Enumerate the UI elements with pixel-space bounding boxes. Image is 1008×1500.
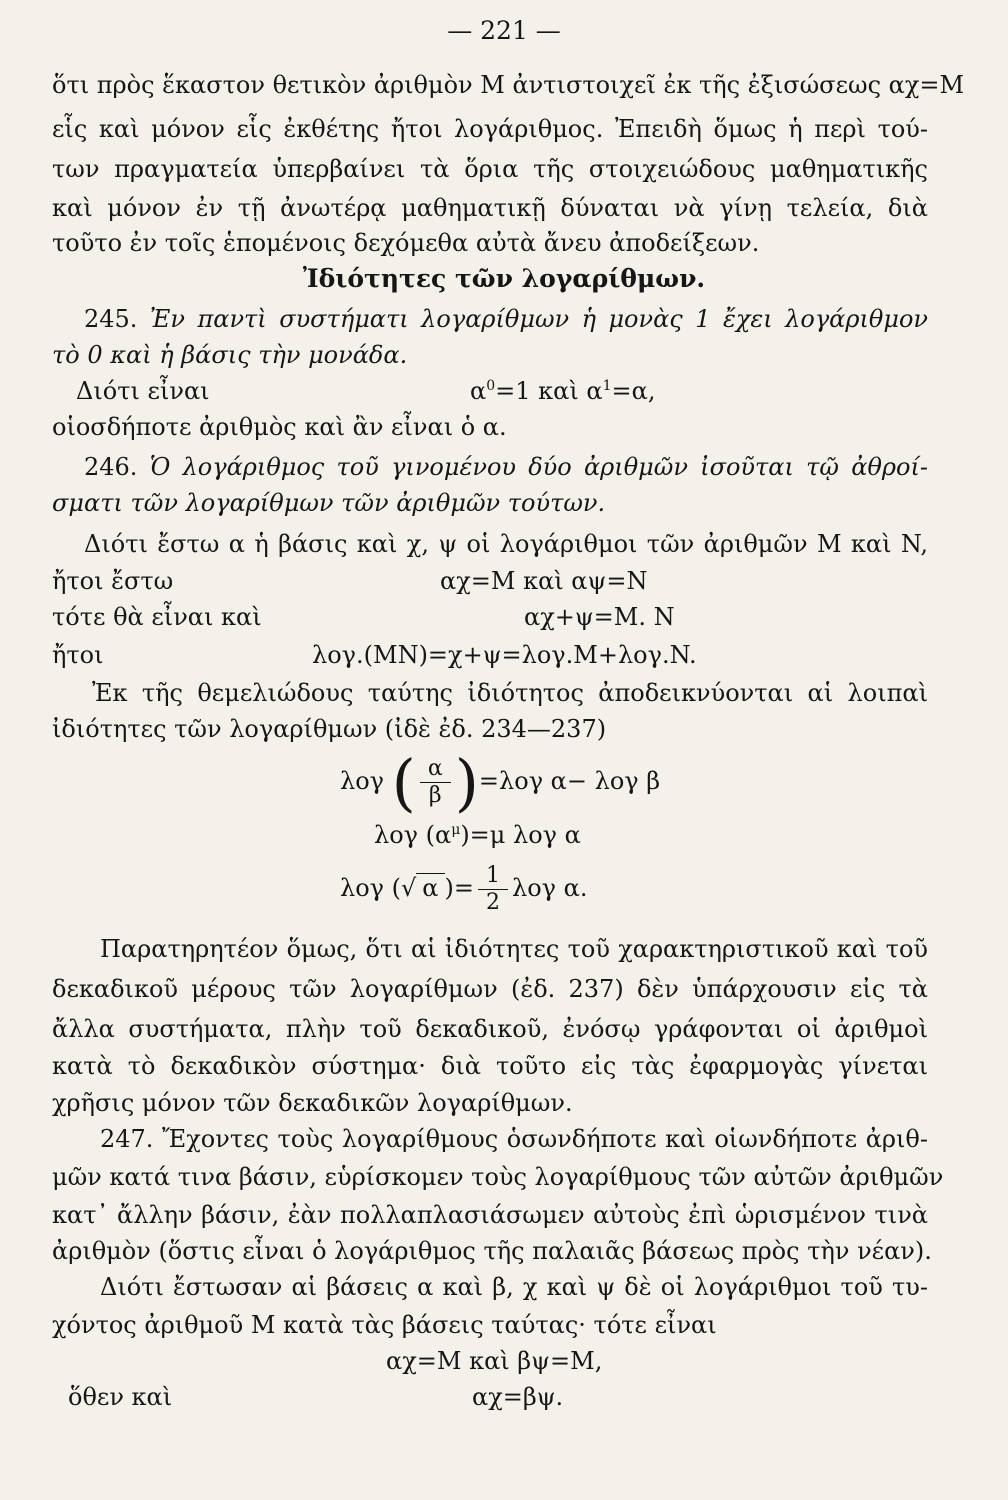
f3-denominator: 2 (486, 890, 500, 915)
s245-eq-mid: =1 καὶ α (495, 377, 603, 405)
s245-line-4: οἱοσδήποτε ἀριθμὸς καὶ ἂν εἶναι ὁ α. (52, 413, 507, 441)
s246-line-3: Διότι ἔστω α ἡ βάσις καὶ χ, ψ οἱ λογάριθμοι τῶν ἀριθμῶν M καὶ N, (84, 530, 928, 558)
intro-line-3: των πραγματεία ὑπερβαίνει τὰ ὅρια τῆς στοιχειώδους μαθηματικῆς (52, 155, 928, 183)
s246-number: 246. (84, 453, 138, 481)
s245-line-2: τὸ 0 καὶ ἡ βάσις τὴν μονάδα. (52, 341, 408, 369)
f1-log: λογ (340, 767, 385, 795)
s246-line-8: ἰδιότητες τῶν λογαρίθμων (ἰδὲ ἐδ. 234—237) (52, 715, 607, 743)
s247-line-2: μῶν κατά τινα βάσιν, εὑρίσκομεν τοὺς λογαρίθμους τῶν αὐτῶν ἀριθμῶν (52, 1163, 944, 1191)
f3-fraction (478, 863, 508, 916)
remark-line-5: χρῆσις μόνον τῶν δεκαδικῶν λογαρίθμων. (52, 1089, 573, 1117)
s245-statement: Ἐν παντὶ συστήματι λογαρίθμων ἡ μονὰς 1 ἔχει λογάριθμον (149, 305, 928, 333)
s247-line-6: χόντος ἀριθμοῦ M κατὰ τὰς βάσεις ταύτας· τότε εἶναι (52, 1311, 717, 1339)
page-number: — 221 — (447, 16, 561, 45)
f2-lhs: λογ (α (374, 821, 452, 849)
formula-log-root (340, 856, 587, 920)
f3-close: )= (444, 874, 474, 902)
s247-line-8b: αχ=βψ. (472, 1383, 564, 1411)
section-heading: Ἰδιότητες τῶν λογαρίθμων. (302, 264, 706, 293)
s245-eq-exp0: 0 (486, 378, 496, 394)
remark-line-4: κατὰ τὸ δεκαδικὸν σύστημα· διὰ τοῦτο εἰς τὰς ἐφαρμογὰς γίνεται (52, 1052, 928, 1080)
s247-line-4: ἀριθμὸν (ὅστις εἶναι ὁ λογάριθμος τῆς παλαιᾶς βάσεως πρὸς τὴν νέαν). (52, 1237, 932, 1265)
f3-numerator: 1 (478, 863, 508, 890)
s246-line-4b: αχ=M καὶ αψ=N (440, 567, 648, 595)
f1-rhs: =λογ α− λογ β (478, 767, 661, 795)
intro-line-5: τοῦτο ἐν τοῖς ἑπομένοις δεχόμεθα αὐτὰ ἄνευ ἀποδείξεων. (52, 229, 760, 257)
s246-line-1 (84, 450, 928, 484)
f2-rhs: )=μ λογ α (460, 821, 581, 849)
f1-fraction (420, 756, 451, 809)
remark-line-3: ἄλλα συστήματα, πλὴν τοῦ δεκαδικοῦ, ἐνόσῳ γράφονται οἱ ἀριθμοὶ (52, 1015, 928, 1043)
s245-equation (470, 374, 655, 408)
formula-log-quotient (340, 745, 661, 819)
s245-line-1 (84, 302, 928, 336)
f3-radicand: α (416, 873, 444, 902)
s247-line-7: αχ=M καὶ βψ=M, (386, 1347, 603, 1375)
s246-line-7: Ἐκ τῆς θεμελιώδους ταύτης ἰδιότητος ἀποδεικνύονται αἱ λοιπαὶ (92, 679, 928, 707)
f3-lhs: λογ (√ (340, 874, 417, 902)
f1-numerator: α (420, 756, 451, 783)
s246-line-2: σματι τῶν λογαρίθμων τῶν ἀριθμῶν τούτων. (52, 489, 606, 517)
s245-eq-base: α (470, 377, 487, 405)
f2-exp: μ (451, 822, 461, 838)
s246-line-6a: ἤτοι (52, 641, 104, 669)
s245-eq-end: =α, (611, 377, 656, 405)
s245-eq-exp1: 1 (602, 378, 612, 394)
intro-line-1: ὅτι πρὸς ἕκαστον θετικὸν ἀριθμὸν M ἀντιστοιχεῖ ἐκ τῆς ἐξισώσεως αχ=M (52, 71, 965, 99)
s246-line-5a: τότε θὰ εἶναι καὶ (52, 603, 262, 631)
s245-number: 245. (84, 305, 138, 333)
s246-line-5b: αχ+ψ=M. N (524, 603, 675, 631)
intro-line-2: εἷς καὶ μόνον εἷς ἐκθέτης ἤτοι λογάριθμος. Ἐπειδὴ ὅμως ἡ περὶ τού- (52, 115, 928, 143)
intro-line-4: καὶ μόνον ἐν τῇ ἀνωτέρᾳ μαθηματικῇ δύναται νὰ γίνῃ τελεία, διὰ (52, 194, 928, 222)
s247-line-5: Διότι ἔστωσαν αἱ βάσεις α καὶ β, χ καὶ ψ δὲ οἱ λογάριθμοι τοῦ τυ- (100, 1273, 928, 1301)
remark-line-1: Παρατηρητέον ὅμως, ὅτι αἱ ἰδιότητες τοῦ χαρακτηριστικοῦ καὶ τοῦ (100, 935, 928, 963)
f1-open-paren: ( (391, 745, 416, 819)
f3-rhs: λογ α. (512, 874, 588, 902)
s246-line-6b: λογ.(MN)=χ+ψ=λογ.M+λογ.N. (312, 641, 697, 669)
s247-line-8a: ὅθεν καὶ (68, 1383, 173, 1411)
s247-line-1: 247. Ἔχοντες τοὺς λογαρίθμους ὁσωνδήποτε καὶ οἱωνδήποτε ἀριθ- (100, 1125, 928, 1153)
remark-line-2: δεκαδικοῦ μέρους τῶν λογαρίθμων (ἐδ. 237) δὲν ὑπάρχουσιν εἰς τὰ (52, 975, 928, 1003)
s246-line-4a: ἤτοι ἔστω (52, 567, 174, 595)
s246-statement: Ὁ λογάριθμος τοῦ γινομένου δύο ἀριθμῶν ἰσοῦται τῷ ἀθροί- (149, 453, 928, 481)
f1-denominator: β (428, 783, 442, 808)
s245-because: Διότι εἶναι (76, 377, 210, 405)
s247-line-3: κατ᾽ ἄλλην βάσιν, ἐὰν πολλαπλασιάσωμεν αὐτοὺς ἐπὶ ὡρισμένον τινὰ (52, 1201, 928, 1229)
formula-log-power (374, 818, 581, 852)
f1-close-paren: ) (454, 745, 479, 819)
